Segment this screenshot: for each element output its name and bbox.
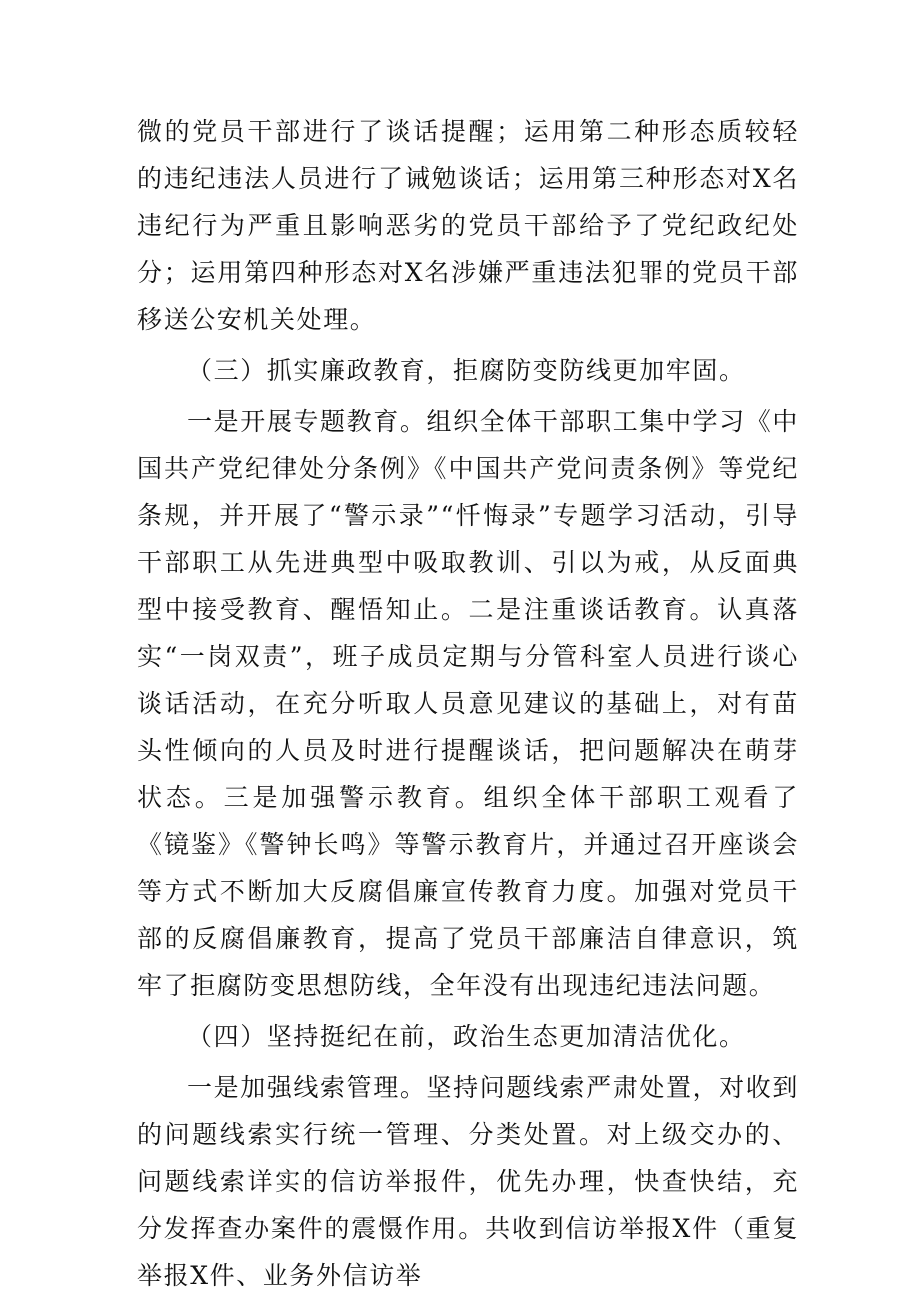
document-body — [137, 108, 799, 1299]
paragraph-clue-management: 一是加强线索管理。坚持问题线索严肃处置，对收到的问题线索实行统一管理、分类处置。对上级交办的、问题线索详实的信访举报件，优先办理，快查快结，充分发挥查办案件的震慑作用。共收到信访举报X件（重复举报X件、业务外信访举 — [137, 1073, 799, 1290]
section-heading-4: （四）坚持挺纪在前，政治生态更加清洁优化。 — [187, 1022, 746, 1051]
paragraph-education: 一是开展专题教育。组织全体干部职工集中学习《中国共产党纪律处分条例》《中国共产党问责条例》等党纪条规，并开展了“警示录”“忏悔录”专题学习活动，引导干部职工从先进典型中吸取教训、引以为戒，从反面典型中接受教育、醒悟知止。二是注重谈话教育。认真落实“一岗双责”，班子成员定期与分管科室人员进行谈心谈话活动，在充分听取人员意见建议的基础上，对有苗头性倾向的人员及时进行提醒谈话，把问题解决在萌芽状态。三是加强警示教育。组织全体干部职工观看了《镜鉴》《警钟长鸣》等警示教育片，并通过召开座谈会等方式不断加大反腐倡廉宣传教育力度。加强对党员干部的反腐倡廉教育，提高了党员干部廉洁自律意识，筑牢了拒腐防变思想防线，全年没有出现违纪违法问题。 — [137, 407, 799, 1000]
paragraph-continuation: 微的党员干部进行了谈话提醒；运用第二种形态质较轻的违纪违法人员进行了诫勉谈话；运用第三种形态对X名违纪行为严重且影响恶劣的党员干部给予了党纪政纪处分；运用第四种形态对X名涉嫌严重违法犯罪的党员干部移送公安机关处理。 — [137, 117, 799, 334]
section-heading-3: （三）抓实廉政教育，拒腐防变防线更加牢固。 — [187, 356, 746, 385]
